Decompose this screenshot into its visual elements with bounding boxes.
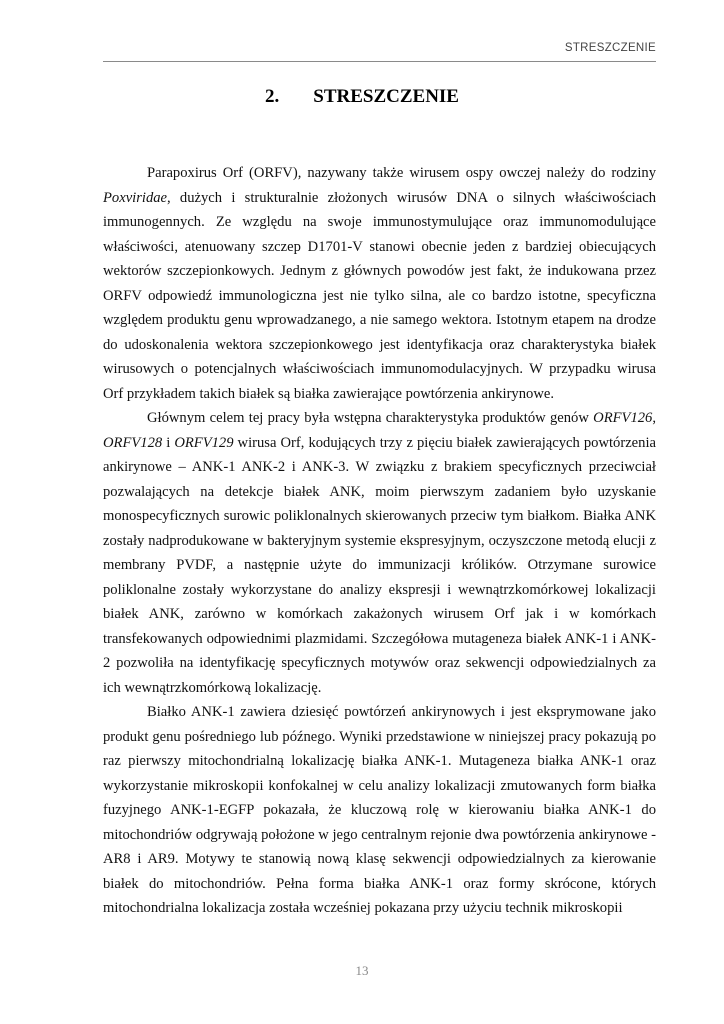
italic-term: Poxviridae: [103, 189, 168, 206]
paragraph-2: [103, 406, 656, 700]
page-number: 13: [355, 963, 369, 978]
paragraph-3: [103, 700, 656, 921]
text-run: wirusa Orf, kodujących trzy z pięciu białek zawierających powtórzenia ankirynowe – ANK-1 ANK-2 i ANK-3. W związku z brakiem specyficznych przeciwciał pozwalających na detekcje białek ANK, moim pierwszym zadaniem było uzyskanie monospecyficznych surowic poliklonalnych skierowanych przeciw tym białkom. Białka ANK zostały nadprodukowane w bakteryjnym systemie ekspresyjnym, oczyszczone metodą elucji z membrany PVDF, a następnie użyte do immunizacji królików. Otrzymane surowice poliklonalne zostały wykorzystane do analizy ekspresji i wewnątrzkomórkowej lokalizacji białek ANK, zarówno w komórkach zakażonych wirusem Orf jak i w komórkach transfekowanych odpowiednimi plazmidami. Szczegółowa mutageneza białek ANK-1 i ANK-2 pozwoliła na identyfikację specyficznych motywów oraz sekwencji odpowiedzialnych za ich wewnątrzkomórkową lokalizację.: [103, 434, 656, 696]
chapter-title-text: STRESZCZENIE: [313, 86, 459, 107]
italic-term: ORFV128: [103, 434, 163, 451]
text-run: , dużych i strukturalnie złożonych wirusów DNA o silnych właściwościach immunogennych. Ze względu na swoje immunostymulujące oraz immunomodulujące właściwości, atenuowany szczep D1701-V stanowi obecnie jeden z bardziej obiecujących wektorów szczepionkowych. Jednym z głównych powodów jest fakt, że indukowana przez ORFV odpowiedź immunologiczna jest nie tylko silna, ale co bardzo istotne, specyficzna względem produktu genu wprowadzanego, a nie samego wektora. Istotnym etapem na drodze do udoskonalenia wektora szczepionkowego jest identyfikacja oraz charakterystyka białek wirusowych o potencjalnych właściwościach immunomodulacyjnych. W przypadku wirusa Orf przykładem takich białek są białka zawierające powtórzenia ankirynowe.: [103, 189, 656, 402]
text-run: i: [162, 434, 175, 451]
text-run: Parapoxirus Orf (ORFV), nazywany także wirusem ospy owczej należy do rodziny: [147, 165, 656, 181]
chapter-title: [0, 86, 724, 108]
body-text: [103, 161, 656, 921]
italic-term: ORFV126: [593, 410, 653, 426]
italic-term: ORFV129: [174, 434, 234, 451]
text-run: Głównym celem tej pracy była wstępna charakterystyka produktów genów: [147, 410, 594, 426]
text-run: Białko ANK-1 zawiera dziesięć powtórzeń ankirynowych i jest eksprymowane jako produkt genu pośredniego lub późnego. Wyniki przedstawione w niniejszej pracy pokazują po raz pierwszy mitochondrialną lokalizację białka ANK-1. Mutageneza białka ANK-1 oraz wykorzystanie mikroskopii konfokalnej w celu analizy lokalizacji zmutowanych form białka fuzyjnego ANK-1-EGFP pokazała, że kluczową rolę w kierowaniu białka ANK-1 do mitochondriów odgrywają położone w jego centralnym rejonie dwa powtórzenia ankirynowe - AR8 i AR9. Motywy te stanowią nową klasę sekwencji odpowiedzialnych za kierowanie białek do mitochondriów. Pełna forma białka ANK-1 oraz formy skrócone, których mitochondrialna lokalizacja została wcześniej pokazana przy użyciu technik mikroskopii: [103, 704, 656, 916]
header-rule: [103, 61, 656, 62]
text-run: ,: [652, 410, 656, 426]
chapter-number: 2.: [265, 86, 280, 107]
paragraph-1: [103, 161, 656, 406]
running-header: STRESZCZENIE: [564, 42, 656, 54]
